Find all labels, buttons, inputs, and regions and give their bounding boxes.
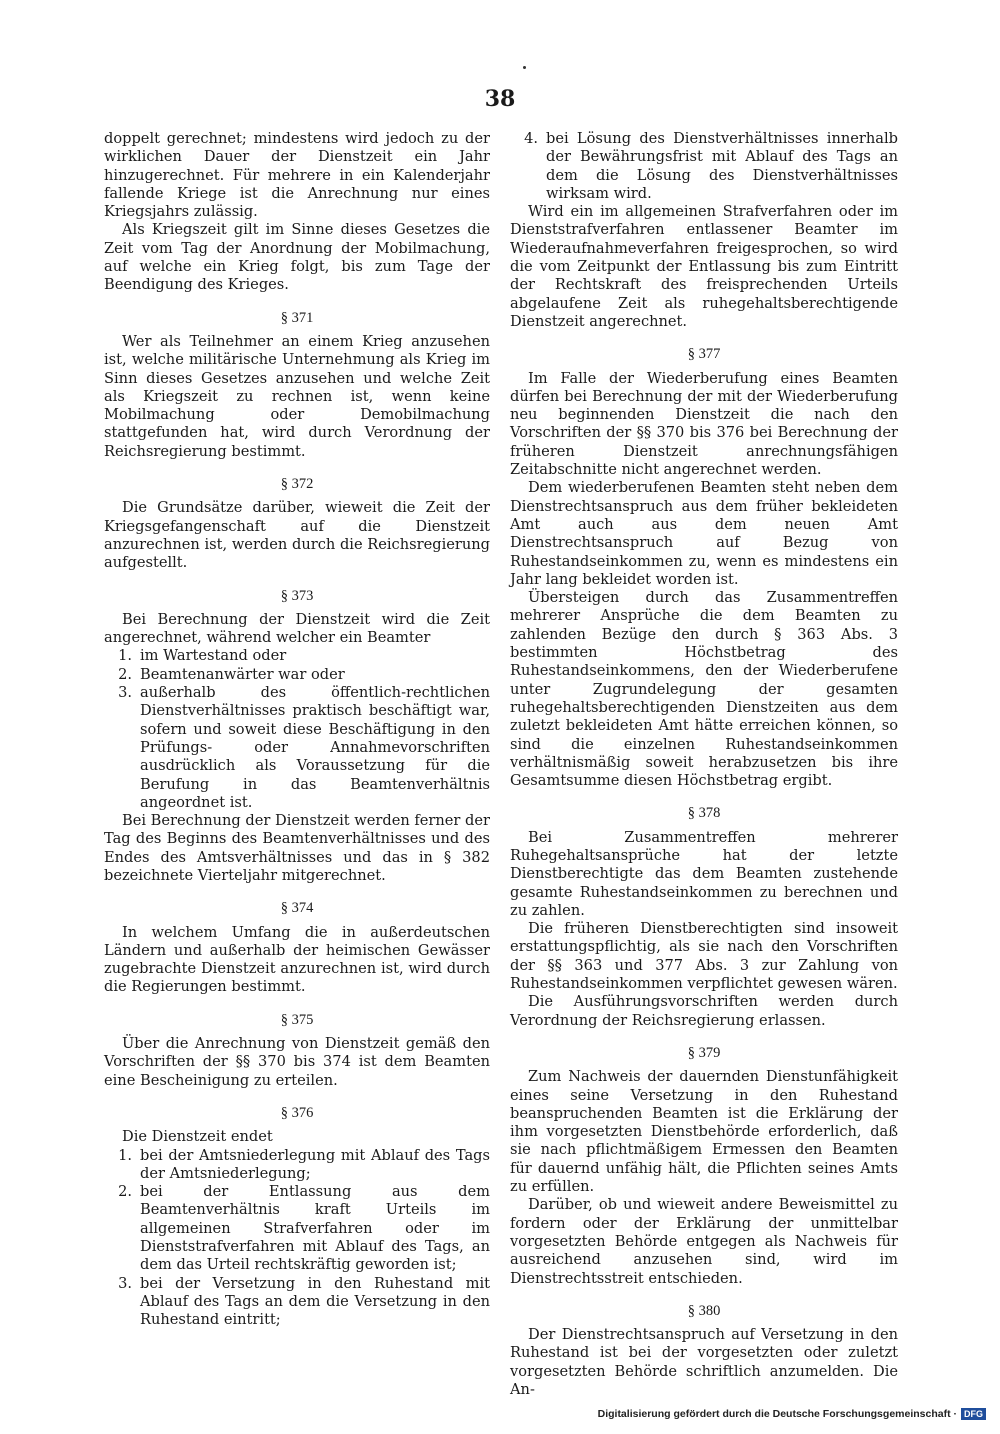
section-372-text: Die Grundsätze darüber, wieweit die Zeit der Kriegsgefangenschaft auf die Dienstzeit anzurechnen ist, werden durch die Reichsregierung aufgestellt. [104, 499, 490, 572]
list-number: 2. [118, 665, 132, 683]
section-378-text: Die früheren Dienstberechtigten sind insoweit erstattungspflichtig, als sie nach den Vorschriften der §§ 363 und 377 Abs. 3 zur Zahlung von Ruhestandseinkommen verpflichtet gewesen wären. [510, 920, 898, 993]
paragraph: Als Kriegszeit gilt im Sinne dieses Gesetzes die Zeit vom Tag der Anordnung der Mobilmachung, auf welche ein Krieg folgt, bis zum Tage der Beendigung des Krieges. [104, 221, 490, 294]
section-heading-371: § 371 [280, 309, 314, 326]
section-heading-375: § 375 [280, 1011, 314, 1028]
print-speck [523, 66, 526, 69]
left-column [104, 130, 490, 1330]
section-378-text: Bei Zusammentreffen mehrerer Ruhegehaltsansprüche hat der letzte Dienstberechtigte das dem Beamten zustehende gesamte Ruhestandseinkommen zu berechnen und zu zahlen. [510, 828, 898, 919]
list-text: bei Lösung des Dienstverhältnisses innerhalb der Bewährungsfrist mit Ablauf des Tags an dem die Lösung des Dienstverhältnisses wirksam wird. [546, 130, 898, 202]
right-column [510, 130, 898, 1399]
list-number: 3. [118, 1274, 132, 1292]
list-number: 3. [118, 684, 132, 702]
list-item [510, 130, 898, 203]
list-item [104, 1183, 490, 1274]
list-number: 1. [118, 647, 132, 665]
list-item [104, 684, 490, 812]
list-number: 4. [524, 130, 538, 147]
section-377-text: Im Falle der Wiederberufung eines Beamten dürfen bei Berechnung der mit der Wiederberufung neu beginnenden Dienstzeit die nach den Vorschriften der §§ 370 bis 376 bei Berechnung der früheren Dienstzeit anrechnungsfähigen Zeitabschnitte nicht angerechnet werden. [510, 369, 898, 479]
section-heading-373: § 373 [280, 587, 314, 604]
list-text: bei der Entlassung aus dem Beamtenverhältnis kraft Urteils im allgemeinen Strafverfahren oder im Dienststrafverfahren mit Ablauf des Tags, an dem das Urteil rechtskräftig geworden ist; [140, 1183, 490, 1274]
section-371-text: Wer als Teilnehmer an einem Krieg anzusehen ist, welche militärische Unternehmung als Krieg im Sinn dieses Gesetzes anzusehen und welche Zeit als Kriegszeit zu rechnen ist, wenn keine Mobilmachung oder Demobilmachung stattgefunden hat, wird durch Verordnung der Reichsregierung bestimmt. [104, 332, 490, 460]
section-heading-379: § 379 [687, 1044, 721, 1061]
section-374-text: In welchem Umfang die in außerdeutschen Ländern und außerhalb der heimischen Gewässer zugebrachte Dienstzeit anzurechnen ist, wird durch die Regierungen bestimmt. [104, 923, 490, 996]
section-heading-380: § 380 [687, 1302, 721, 1319]
list-text: bei der Versetzung in den Ruhestand mit Ablauf des Tags an dem die Versetzung in den Ruhestand eintritt; [140, 1274, 490, 1329]
section-375-text: Über die Anrechnung von Dienstzeit gemäß den Vorschriften der §§ 370 bis 374 ist dem Beamten eine Bescheinigung zu erteilen. [104, 1035, 490, 1089]
section-373-intro: Bei Berechnung der Dienstzeit wird die Zeit angerechnet, während welcher ein Beamter [104, 610, 490, 647]
section-heading-374: § 374 [280, 900, 314, 917]
list-number: 2. [118, 1183, 132, 1201]
section-heading-377: § 377 [687, 346, 721, 363]
list-item [104, 666, 490, 684]
section-heading-372: § 372 [280, 476, 314, 493]
section-heading-376: § 376 [280, 1104, 314, 1121]
paragraph: doppelt gerechnet; mindestens wird jedoch zu der wirklichen Dauer der Dienstzeit ein Jahr hinzugerechnet. Für mehrere in ein Kalenderjahr fallende Kriege ist die Anrechnung nur eines Kriegsjahrs zulässig. [104, 130, 490, 221]
digitization-footer [598, 1408, 986, 1420]
section-heading-378: § 378 [687, 805, 721, 822]
list-item [104, 647, 490, 665]
list-item [104, 1147, 490, 1184]
list-text: bei der Amtsniederlegung mit Ablauf des Tags der Amtsniederlegung; [140, 1146, 490, 1182]
paragraph: Wird ein im allgemeinen Strafverfahren oder im Dienststrafverfahren entlassener Beamter im Wiederaufnahmeverfahren freigesprochen, so wird die vom Zeitpunkt der Entlassung bis zum Eintritt der Rechtskraft des freisprechenden Urteils abgelaufene Zeit als ruhegehaltsberechtigende Dienstzeit angerechnet. [510, 203, 898, 330]
section-377-text: Übersteigen durch das Zusammentreffen mehrerer Ansprüche die dem Beamten zu zahlenden Bezüge den durch § 363 Abs. 3 bestimmten Höchstbetrag des Ruhestandseinkommens, den der Wiederberufene unter Zugrundelegung der gesamten ruhegehaltsberechtigenden Dienstzeiten aus dem zuletzt bekleideten Amt hätte erreichen können, so sind die einzelnen Ruhestandseinkommen verhältnismäßig soweit herabzusetzen bis ihre Gesamtsumme diesen Höchstbetrag ergibt. [510, 589, 898, 790]
section-379-text: Zum Nachweis der dauernden Dienstunfähigkeit eines seine Versetzung in den Ruhestand beanspruchenden Beamten ist die Erklärung der ihm vorgesetzten Dienstbehörde erforderlich, daß sie nach pflichtmäßigem Ermessen den Beamten für dauernd unfähig hält, die Pflichten seines Amts zu erfüllen. [510, 1068, 898, 1196]
dfg-logo-icon: DFG [961, 1408, 986, 1420]
list-item [104, 1275, 490, 1330]
section-378-text: Die Ausführungsvorschriften werden durch Verordnung der Reichsregierung erlassen. [510, 993, 898, 1029]
section-377-text: Dem wiederberufenen Beamten steht neben dem Dienstrechtsanspruch aus dem früher bekleideten Amt auch aus dem neuen Amt Dienstrechtsanspruch auf Bezug von Ruhestandseinkommen zu, wenn es mindestens ein Jahr lang bekleidet worden ist. [510, 479, 898, 588]
footer-text: Digitalisierung gefördert durch die Deutsche Forschungsgemeinschaft · [597, 1408, 957, 1420]
section-373-text: Bei Berechnung der Dienstzeit werden ferner der Tag des Beginns des Beamtenverhältnisses und des Endes des Amtsverhältnisses und das in § 382 bezeichnete Vierteljahr mitgerechnet. [104, 812, 490, 884]
list-text: im Wartestand oder [140, 647, 287, 665]
section-380-text: Der Dienstrechtsanspruch auf Versetzung in den Ruhestand ist bei der vorgesetzten oder zuletzt vorgesetzten Behörde schriftlich anzumelden. Die An- [510, 1326, 898, 1398]
section-376-intro: Die Dienstzeit endet [122, 1128, 273, 1146]
list-number: 1. [118, 1146, 132, 1164]
page-number: 38 [484, 86, 516, 112]
list-text: Beamtenanwärter war oder [140, 665, 345, 683]
list-text: außerhalb des öffentlich-rechtlichen Dienstverhältnisses praktisch beschäftigt war, sofern und soweit diese Beschäftigung in den Prüfungs- oder Annahmevorschriften ausdrücklich als Voraussetzung für die Berufung in das Beamtenverhältnis angeordnet ist. [140, 684, 490, 811]
section-379-text: Darüber, ob und wieweit andere Beweismittel zu fordern oder der Erklärung der unmittelbar vorgesetzten Behörde entgegen als Nachweis für ausreichend anzusehen sind, wird im Dienstrechtsstreit entschieden. [510, 1196, 898, 1287]
